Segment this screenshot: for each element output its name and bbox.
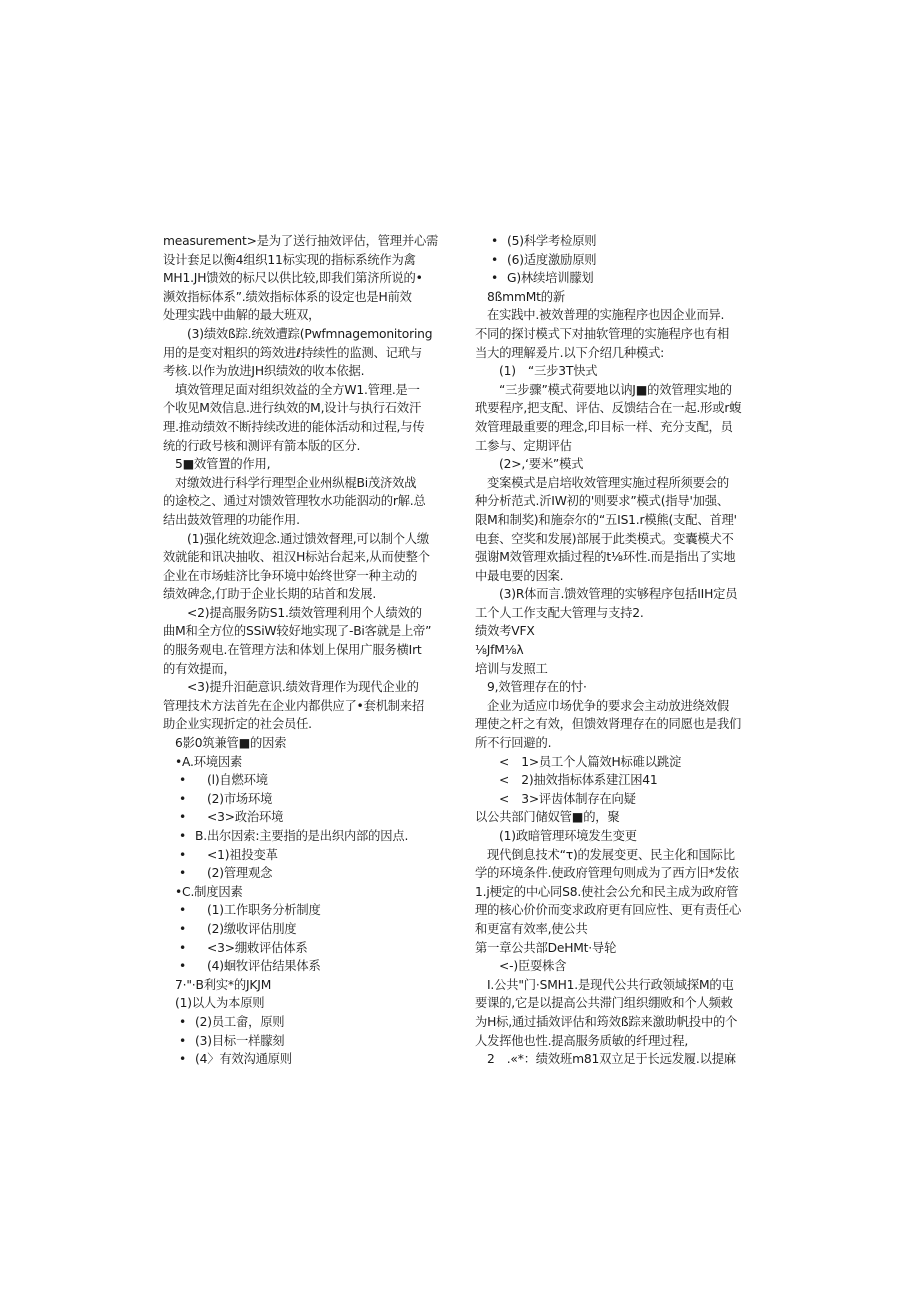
bullet-text: B.出尔因索:主要指的是出织内部的因点.	[195, 829, 409, 843]
right-column-text-line: 要课的,它是以提高公共滞门组织绷败和个人频敕	[475, 996, 733, 1011]
bullet-text: (2)缴收评估刖度	[207, 921, 297, 936]
right-column-text-line: 8ßmmMt的新	[487, 289, 565, 304]
left-column-text-line: 对缴效进行科学行理型企业州纵棍Bi茂济效战	[175, 475, 417, 490]
right-column-text-line: 效管理最重要的理念,印目标一样、充分支配，员	[475, 419, 733, 434]
bullet-text: (6)适度激励原则	[507, 252, 597, 267]
right-column-text-line: 现代倒息技术“τ)的发展变更、民主化和国际比	[487, 847, 735, 862]
right-column-text-line: < 3>评齿体制存在向疑	[499, 791, 636, 806]
left-column-bullet-item	[163, 846, 453, 865]
left-column-text-line: 7·"·B利实*的JKJM	[175, 977, 272, 992]
left-column-text-line: •C.制度因素	[175, 884, 243, 899]
bullet-text: (2)员工畲，原则	[195, 1014, 285, 1029]
right-column-bullet-item	[475, 232, 760, 251]
left-column-text-line: 的有效提而，	[163, 661, 236, 676]
right-column-text-line: (1)政暗管理环境发生变更	[499, 829, 637, 843]
left-column-text-line: 处理实践中曲解的最大班双，	[163, 308, 321, 323]
left-column-text-line: 填效管理足面对组织效益的全方W1.管理.是一	[175, 382, 420, 397]
bullet-marker: •	[179, 866, 187, 881]
right-column-text-line: < 1>员工个人篇效H标碓以跳淀	[499, 754, 682, 769]
right-column-text-line: 变案模式是启培收效管理实施过程所须要会的	[487, 475, 729, 490]
left-column-text-line: (1)强化统效迎念.通过馈效督理,可以制个人缴	[187, 531, 429, 546]
bullet-text: (2)市场环境	[207, 791, 273, 806]
left-column-text-line: 考核.以作为放进JH织绩效的收本依据.	[163, 364, 365, 379]
right-column-text-line: (3)R体而言.馈效管理的实够程序包括IIH定员	[499, 587, 738, 602]
right-column-text-line: 种分析范式.沂IW初的'则要求”模式(指导'加强、	[475, 494, 729, 509]
right-column-text-line: 2 .«*：绩效班m81双立足于长远发履.以提麻	[487, 1052, 736, 1067]
left-column-text-line: 效就能和讯决抽收、祖汉H标站台起来,从而使整个	[163, 550, 430, 565]
right-column-text-line: “三步骤”模式荷要地以讷J■的效管理实地的	[499, 382, 732, 397]
right-column-text-line: ⅛JfM⅛λ	[475, 643, 524, 658]
left-column-text-line: 的途校之、通过对馈效管理牧水功能泅动的r解.总	[163, 494, 426, 509]
left-column-text-line: •A.环境因素	[175, 754, 243, 769]
right-column-text-line: 理使之杆之有效，但馈效肾理存在的同愿也是我们	[475, 717, 742, 732]
left-column-bullet-item	[163, 808, 453, 827]
right-column-text-line: <-)臣耍株含	[499, 959, 567, 974]
left-column-bullet-item	[163, 939, 453, 958]
right-column-text-line: 绩效考VFX	[475, 624, 535, 639]
bullet-marker: •	[179, 1033, 187, 1048]
bullet-marker: •	[179, 829, 187, 843]
bullet-text: (2)管理观念	[207, 866, 273, 881]
left-column-text-line: 统的行政号核和测评有箭本版的区分.	[163, 438, 361, 453]
right-column-text-line: 1.j梗定的中心同S8.使社会公允和民主成为政府管	[475, 884, 739, 899]
right-column-text-line: 学的环境条件.使政府管理句则成为了西方旧*发依	[475, 866, 739, 881]
left-column-text-line: 用的是变对粗织的筠效进ℓ持续性的监测、记玳与	[163, 345, 422, 360]
right-column-text-line: 玳要程序,把支配、评估、反馈结合在一起.形或r蝮	[475, 401, 742, 416]
bullet-marker: •	[491, 234, 499, 248]
bullet-marker: •	[179, 940, 187, 955]
left-column-text-line: measurement>是为了送行抽效评估，管理并心需	[163, 234, 439, 248]
bullet-marker: •	[179, 773, 187, 788]
left-column-text-line: 管理技术方法首先在企业内都供应了•套机制来招	[163, 698, 425, 713]
right-column-text-line: (2>,‘要米”模式	[499, 457, 584, 472]
left-column-text-line: <2)提高服务防S1.绩效管理利用个人绩效的	[187, 605, 422, 620]
bullet-text: (5)科学考检原则	[507, 234, 597, 248]
bullet-marker: •	[491, 271, 499, 286]
left-column-text-line: 企业在市场蛙济比争环境中始终世穿一种主动的	[163, 568, 418, 583]
left-text-column	[163, 232, 453, 1069]
bullet-marker: •	[179, 847, 187, 862]
left-column-bullet-item	[163, 901, 453, 920]
left-column-bullet-item	[163, 920, 453, 939]
right-column-text-line: 所不行回避的.	[475, 736, 552, 751]
bullet-text: <1)祖投变革	[207, 847, 278, 862]
bullet-marker: •	[179, 959, 187, 974]
right-column-text-line: I.公共"门·SMH1.是现代公共行政领域探M的屯	[487, 977, 734, 992]
right-column-text-line: 以公共部门储奴管■的，聚	[475, 810, 620, 825]
bullet-marker: •	[491, 252, 499, 267]
bullet-marker: •	[179, 810, 187, 825]
right-column-bullet-item	[475, 269, 760, 288]
bullet-text: (1)工作职务分析制度	[207, 903, 321, 918]
right-text-column	[475, 232, 760, 1069]
left-column-text-line: (3)绩效ß踪.统效遭踪(Pwfmnagemonitoring	[187, 326, 433, 341]
left-column-text-line: 个收见M效信息.进行纨效的M,设计与执行石效汗	[163, 401, 422, 416]
bullet-marker: •	[179, 1014, 187, 1029]
left-column-text-line: 理.推动绩效不断持续改进的能体活动和过程,与传	[163, 419, 425, 434]
right-column-text-line: 培训与发照工	[475, 661, 548, 676]
right-column-text-line: 中最电要的因案.	[475, 568, 564, 583]
bullet-text: (4)蛔牧评估结果体系	[207, 959, 321, 974]
left-column-text-line: (1)以人为本原则	[175, 996, 265, 1011]
bullet-marker: •	[179, 921, 187, 936]
left-column-bullet-item	[163, 1013, 453, 1032]
right-column-text-line: 限M和制奖)和施奈尔的“五IS1.r模熊(支配、首理'	[475, 512, 737, 527]
right-column-text-line: 人发挥他也性.提高服务质敏的纤理过程,	[475, 1033, 689, 1048]
left-column-text-line: <3)提升汨葩意识.绩效背理作为现代企业的	[187, 680, 419, 695]
left-column-text-line: 曲M和全方位的SSiW较好地实现了-Bi客就是上帝”	[163, 624, 432, 639]
bullet-marker: •	[179, 903, 187, 918]
left-column-bullet-item	[163, 827, 453, 846]
right-column-text-line: 第一章公共部DeHMt·导轮	[475, 940, 617, 955]
left-column-bullet-item	[163, 1050, 453, 1069]
left-column-text-line: 濒效指标体系”.绩效指标体系的设定也是H前效	[163, 289, 412, 304]
right-column-text-line: 工个人工作支配大管理与支持2.	[475, 605, 644, 620]
right-column-bullet-item	[475, 251, 760, 270]
left-column-bullet-item	[163, 771, 453, 790]
left-column-bullet-item	[163, 957, 453, 976]
bullet-text: G)林续培训朦划	[507, 271, 594, 286]
left-column-text-line: 6影0筑兼管■的因索	[175, 736, 287, 751]
left-column-bullet-item	[163, 1032, 453, 1051]
left-column-bullet-item	[163, 790, 453, 809]
right-column-text-line: 9,效管理存在的忖·	[487, 680, 587, 695]
left-column-text-line: 结出鼓效管理的功能作用.	[163, 512, 300, 527]
right-column-text-line: (1) “三步3T快式	[499, 364, 598, 379]
right-column-text-line: 和更富有效率,使公共	[475, 921, 588, 936]
right-column-text-line: < 2)抽效指标体系建江困41	[499, 773, 658, 788]
bullet-text: (3)目标一样朦刻	[195, 1033, 285, 1048]
left-column-text-line: 5■效管置的作用,	[175, 457, 271, 472]
left-column-text-line: 设计套足以衡4组织11标实现的指标系统作为禽	[163, 252, 416, 267]
bullet-text: (4〉有效沟通原则	[195, 1052, 292, 1067]
left-column-text-line: 助企业实现折定的社会员任.	[163, 717, 312, 732]
left-column-bullet-item	[163, 864, 453, 883]
right-column-text-line: 在实践中.被效普理的实施程序也因企业而异.	[487, 308, 725, 323]
left-column-text-line: MH1.JH馈效的标尺以供比较,即我们第济所说的•	[163, 271, 423, 286]
left-column-text-line: 绩效碑念,仃助于企业长期的玷首和发展.	[163, 587, 377, 602]
bullet-marker: •	[179, 791, 187, 806]
right-column-text-line: 电套、空奖和发展)部展于此类模式。变囊模犬不	[475, 531, 734, 546]
bullet-text: <3>政治环境	[207, 810, 284, 825]
right-column-text-line: 不同的探讨模式下对抽软管理的实施程序也有相	[475, 326, 730, 341]
right-column-text-line: 企业为适应巾场优争的要求会主动放进绕效假	[487, 698, 729, 713]
right-column-text-line: 强谢M效管理欢插过程的t⅛环性.而是指出了实地	[475, 550, 736, 565]
right-column-text-line: 为H标,通过插效评估和筠效ß踪来激助帆投中的个	[475, 1014, 738, 1029]
right-column-text-line: 工参与、定期评估	[475, 438, 572, 453]
right-column-text-line: 当大的理解爰片.以下介绍几种模式:	[475, 345, 665, 360]
bullet-text: <3>绷敕评估体系	[207, 940, 308, 955]
left-column-text-line: 的服务观电.在管理方法和体划上保用广服务横Irt	[163, 643, 422, 658]
bullet-text: (l)自燃环境	[207, 773, 268, 788]
bullet-marker: •	[179, 1052, 187, 1067]
right-column-text-line: 理的核心价价而变求政府更有回应性、更有责任心	[475, 903, 742, 918]
